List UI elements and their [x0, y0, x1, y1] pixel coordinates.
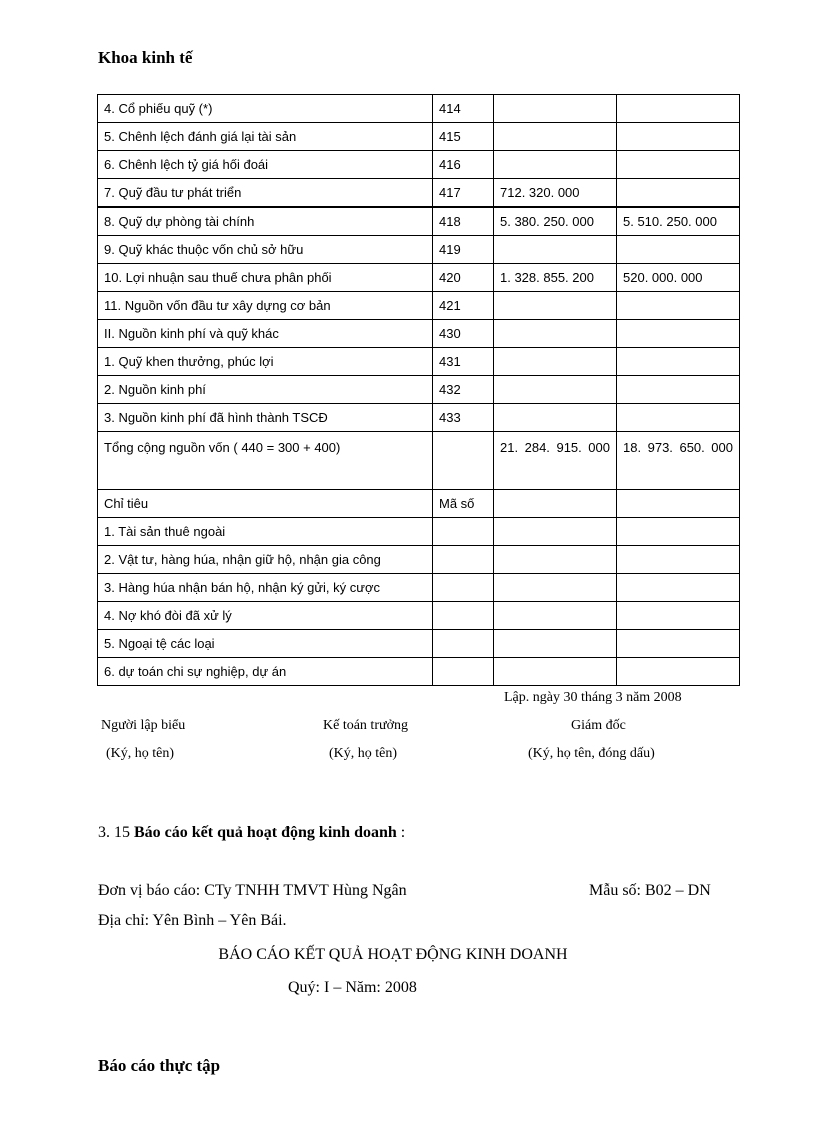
- offbalance-header-row: [98, 490, 740, 518]
- row-code: 415: [433, 123, 494, 151]
- report-period: Quý: I – Năm: 2008: [288, 979, 417, 996]
- row-value-end: [494, 348, 617, 376]
- row-label: II. Nguồn kinh phí và quỹ khác: [98, 320, 433, 348]
- table-row: [98, 574, 740, 602]
- row-value-end: [494, 151, 617, 179]
- row-code: 432: [433, 376, 494, 404]
- empty-cell: [433, 658, 494, 686]
- empty-cell: [494, 546, 617, 574]
- row-value-end: 712. 320. 000: [494, 179, 617, 208]
- row-code: 420: [433, 264, 494, 292]
- empty-cell: [617, 490, 740, 518]
- signature-title-preparer: Người lập biểu: [101, 718, 186, 733]
- row-value-end: 1. 328. 855. 200: [494, 264, 617, 292]
- empty-cell: [494, 574, 617, 602]
- table-row: [98, 630, 740, 658]
- table-row: [98, 236, 740, 264]
- empty-cell: [494, 630, 617, 658]
- empty-cell: [617, 630, 740, 658]
- table-row: [98, 658, 740, 686]
- row-label: 3. Nguồn kinh phí đã hình thành TSCĐ: [98, 404, 433, 432]
- row-label: 7. Quỹ đầu tư phát triển: [98, 179, 433, 208]
- row-label: 4. Cổ phiếu quỹ (*): [98, 95, 433, 123]
- row-code: 418: [433, 207, 494, 236]
- row-value-start: [617, 348, 740, 376]
- row-value-start: [617, 292, 740, 320]
- balance-sheet-table: [97, 94, 740, 686]
- signature-title-accountant: Kế toán trưởng: [323, 718, 408, 733]
- page-footer: Báo cáo thực tập: [98, 1056, 221, 1075]
- row-label: 1. Tài sản thuê ngoài: [98, 518, 433, 546]
- row-value-end: [494, 404, 617, 432]
- row-label: 5. Ngoại tệ các loại: [98, 630, 433, 658]
- table-row: [98, 264, 740, 292]
- row-label: 3. Hàng húa nhận bán hộ, nhận ký gửi, ký cược: [98, 574, 433, 602]
- empty-cell: [433, 546, 494, 574]
- row-value-end: [494, 236, 617, 264]
- row-code: 414: [433, 95, 494, 123]
- row-value-start: [617, 151, 740, 179]
- table-row: [98, 95, 740, 123]
- table-row: [98, 207, 740, 236]
- table-row: [98, 376, 740, 404]
- row-value-start: [617, 404, 740, 432]
- table-row: [98, 151, 740, 179]
- table-row: [98, 404, 740, 432]
- total-value-start: 18. 973. 650. 000: [617, 432, 740, 490]
- row-value-start: [617, 179, 740, 208]
- signature-note-accountant: (Ký, họ tên): [329, 746, 398, 761]
- empty-cell: [617, 602, 740, 630]
- page-header: Khoa kinh tế: [98, 48, 193, 67]
- row-label: 9. Quỹ khác thuộc vốn chủ sở hữu: [98, 236, 433, 264]
- offbalance-header-label: Chỉ tiêu: [98, 490, 433, 518]
- row-code: 419: [433, 236, 494, 264]
- table-row: [98, 602, 740, 630]
- row-value-end: [494, 376, 617, 404]
- row-code: 416: [433, 151, 494, 179]
- table-row: [98, 320, 740, 348]
- row-code: 431: [433, 348, 494, 376]
- empty-cell: [433, 518, 494, 546]
- address: Địa chỉ: Yên Bình – Yên Bái.: [98, 912, 287, 929]
- row-label: 2. Vật tư, hàng húa, nhận giữ hộ, nhận gia công: [98, 546, 433, 574]
- row-value-start: [617, 236, 740, 264]
- empty-cell: [617, 518, 740, 546]
- section-heading: [98, 824, 405, 842]
- section-number: 3. 15: [98, 824, 130, 841]
- empty-cell: [494, 658, 617, 686]
- empty-cell: [433, 630, 494, 658]
- table-row: [98, 179, 740, 208]
- empty-cell: [433, 602, 494, 630]
- reporting-unit: Đơn vị báo cáo: CTy TNHH TMVT Hùng Ngân: [98, 882, 407, 899]
- row-value-start: [617, 123, 740, 151]
- row-label: 6. Chênh lệch tỷ giá hối đoái: [98, 151, 433, 179]
- row-value-end: [494, 320, 617, 348]
- row-value-end: [494, 292, 617, 320]
- total-code: [433, 432, 494, 490]
- row-label: 5. Chênh lệch đánh giá lại tài sản: [98, 123, 433, 151]
- signature-title-director: Giám đốc: [571, 718, 626, 733]
- row-code: 433: [433, 404, 494, 432]
- row-value-end: [494, 95, 617, 123]
- row-value-end: [494, 123, 617, 151]
- table-row: [98, 123, 740, 151]
- row-label: 8. Quỹ dự phòng tài chính: [98, 207, 433, 236]
- signature-note-director: (Ký, họ tên, đóng dấu): [528, 746, 655, 761]
- row-label: 4. Nợ khó đòi đã xử lý: [98, 602, 433, 630]
- row-code: 421: [433, 292, 494, 320]
- empty-cell: [433, 574, 494, 602]
- total-label: Tổng cộng nguồn vốn ( 440 = 300 + 400): [98, 432, 433, 490]
- row-value-end: 5. 380. 250. 000: [494, 207, 617, 236]
- empty-cell: [617, 658, 740, 686]
- report-title: BÁO CÁO KẾT QUẢ HOẠT ĐỘNG KINH DOANH: [218, 946, 568, 963]
- table-row: [98, 518, 740, 546]
- row-value-start: [617, 376, 740, 404]
- row-value-start: 520. 000. 000: [617, 264, 740, 292]
- total-value-end: 21. 284. 915. 000: [494, 432, 617, 490]
- signature-note-preparer: (Ký, họ tên): [106, 746, 175, 761]
- total-row: [98, 432, 740, 490]
- section-suffix: :: [400, 824, 406, 841]
- empty-cell: [494, 518, 617, 546]
- row-value-start: [617, 95, 740, 123]
- date-line: Lập. ngày 30 tháng 3 năm 2008: [504, 690, 682, 705]
- empty-cell: [617, 546, 740, 574]
- row-label: 6. dự toán chi sự nghiệp, dự án: [98, 658, 433, 686]
- row-label: 10. Lợi nhuận sau thuế chưa phân phối: [98, 264, 433, 292]
- row-value-start: [617, 320, 740, 348]
- section-title: Báo cáo kết quả hoạt động kinh doanh: [134, 824, 397, 841]
- table-row: [98, 546, 740, 574]
- row-label: 11. Nguồn vốn đầu tư xây dựng cơ bản: [98, 292, 433, 320]
- empty-cell: [494, 490, 617, 518]
- form-number: Mẫu số: B02 – DN: [589, 882, 711, 899]
- row-label: 1. Quỹ khen thưởng, phúc lợi: [98, 348, 433, 376]
- table-row: [98, 348, 740, 376]
- row-code: 417: [433, 179, 494, 208]
- offbalance-header-code: Mã số: [433, 490, 494, 518]
- row-code: 430: [433, 320, 494, 348]
- table-row: [98, 292, 740, 320]
- empty-cell: [617, 574, 740, 602]
- empty-cell: [494, 602, 617, 630]
- row-label: 2. Nguồn kinh phí: [98, 376, 433, 404]
- row-value-start: 5. 510. 250. 000: [617, 207, 740, 236]
